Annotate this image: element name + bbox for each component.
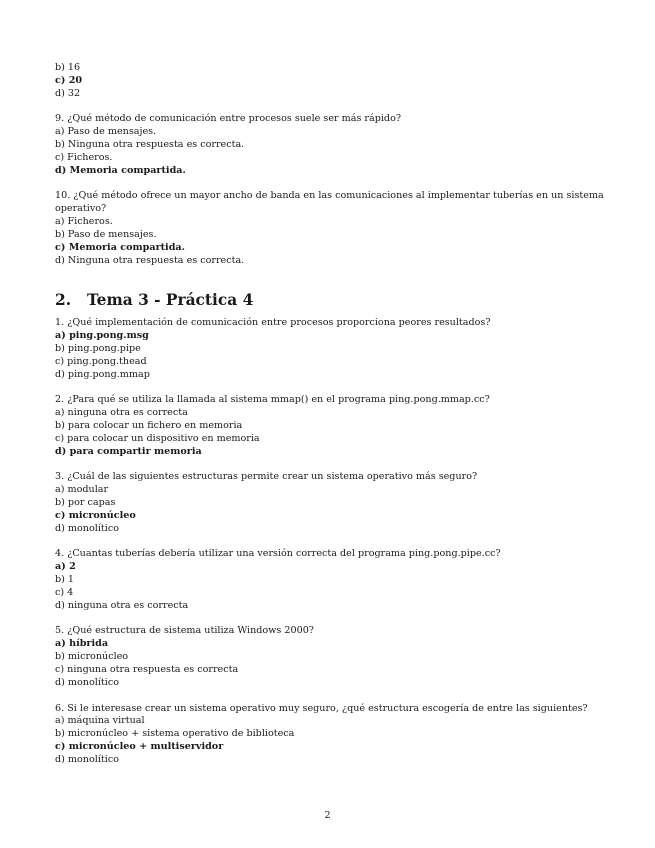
answer-option: d) Ninguna otra respuesta es correcta. [55, 254, 245, 266]
answer-option: d) 32 [55, 87, 81, 99]
question-text: 10. ¿Qué método ofrece un mayor ancho de banda en las comunicaciones al implementar tuberías en un sistema operativo? [55, 190, 604, 215]
question-9 [55, 113, 615, 178]
answer-option-correct: a) 2 [55, 561, 76, 573]
answer-option-correct: c) micronúcleo + multiservidor [55, 741, 224, 753]
answer-option: a) Paso de mensajes. [55, 126, 157, 138]
section-number: 2. [55, 290, 72, 309]
answer-option-correct: a) ping.pong.msg [55, 329, 149, 341]
question-10 [55, 190, 615, 267]
answer-option: d) monolítico [55, 522, 119, 534]
answer-option-correct: a) híbrida [55, 638, 109, 650]
section-heading [55, 290, 615, 310]
answer-option: d) ninguna otra es correcta [55, 599, 189, 611]
question-s2-6 [55, 703, 615, 768]
answer-option: d) ping.pong.mmap [55, 368, 150, 380]
question-s2-4 [55, 548, 615, 613]
answer-option: c) para colocar un dispositivo en memoria [55, 432, 260, 444]
continued-answer-list [55, 62, 615, 101]
answer-option: b) 16 [55, 62, 81, 73]
question-text: 2. ¿Para qué se utiliza la llamada al sistema mmap() en el programa ping.pong.mmap.cc? [55, 394, 490, 405]
answer-option: a) ninguna otra es correcta [55, 406, 188, 418]
answer-option: b) ping.pong.pipe [55, 342, 141, 354]
answer-option: c) ping.pong.thead [55, 355, 147, 367]
question-text: 4. ¿Cuantas tuberías debería utilizar una versión correcta del programa ping.pong.pipe.cc? [55, 548, 501, 560]
question-s2-1 [55, 317, 615, 382]
answer-option: b) para colocar un fichero en memoria [55, 419, 243, 431]
answer-option: b) Ninguna otra respuesta es correcta. [55, 139, 245, 151]
answer-option: c) 4 [55, 586, 74, 598]
answer-option: b) micronúcleo [55, 651, 129, 663]
question-s2-3 [55, 471, 615, 536]
answer-option-correct: c) Memoria compartida. [55, 242, 185, 254]
question-text: 1. ¿Qué implementación de comunicación entre procesos proporciona peores resultados? [55, 316, 491, 328]
answer-option-correct: d) para compartir memoria [55, 445, 202, 457]
answer-option: b) Paso de mensajes. [55, 229, 157, 241]
answer-option: a) Ficheros. [55, 216, 113, 228]
answer-option: d) monolítico [55, 754, 119, 766]
answer-option: a) modular [55, 484, 109, 496]
answer-option: c) ninguna otra respuesta es correcta [55, 664, 239, 676]
answer-option-correct: c) micronúcleo [55, 509, 136, 521]
question-s2-5 [55, 625, 615, 690]
question-text: 6. Si le interesase crear un sistema operativo muy seguro, ¿qué estructura escogería de entre las siguientes? [55, 702, 588, 714]
question-s2-2 [55, 394, 615, 459]
answer-option-correct: d) Memoria compartida. [55, 164, 186, 176]
answer-option: b) 1 [55, 574, 75, 586]
answer-option: b) por capas [55, 496, 116, 508]
answer-option: b) micronúcleo + sistema operativo de biblioteca [55, 728, 295, 740]
question-text: 3. ¿Cuál de las siguientes estructuras permite crear un sistema operativo más seguro? [55, 471, 478, 483]
answer-option: d) monolítico [55, 677, 119, 688]
answer-option: c) Ficheros. [55, 152, 113, 164]
answer-option: a) máquina virtual [55, 715, 145, 727]
page-number: 2 [324, 810, 331, 821]
document-page [55, 62, 615, 767]
question-text: 5. ¿Qué estructura de sistema utiliza Windows 2000? [55, 625, 314, 637]
question-text: 9. ¿Qué método de comunicación entre procesos suele ser más rápido? [55, 113, 401, 125]
section-title: Tema 3 - Práctica 4 [87, 290, 254, 309]
answer-option-correct: c) 20 [55, 74, 83, 86]
